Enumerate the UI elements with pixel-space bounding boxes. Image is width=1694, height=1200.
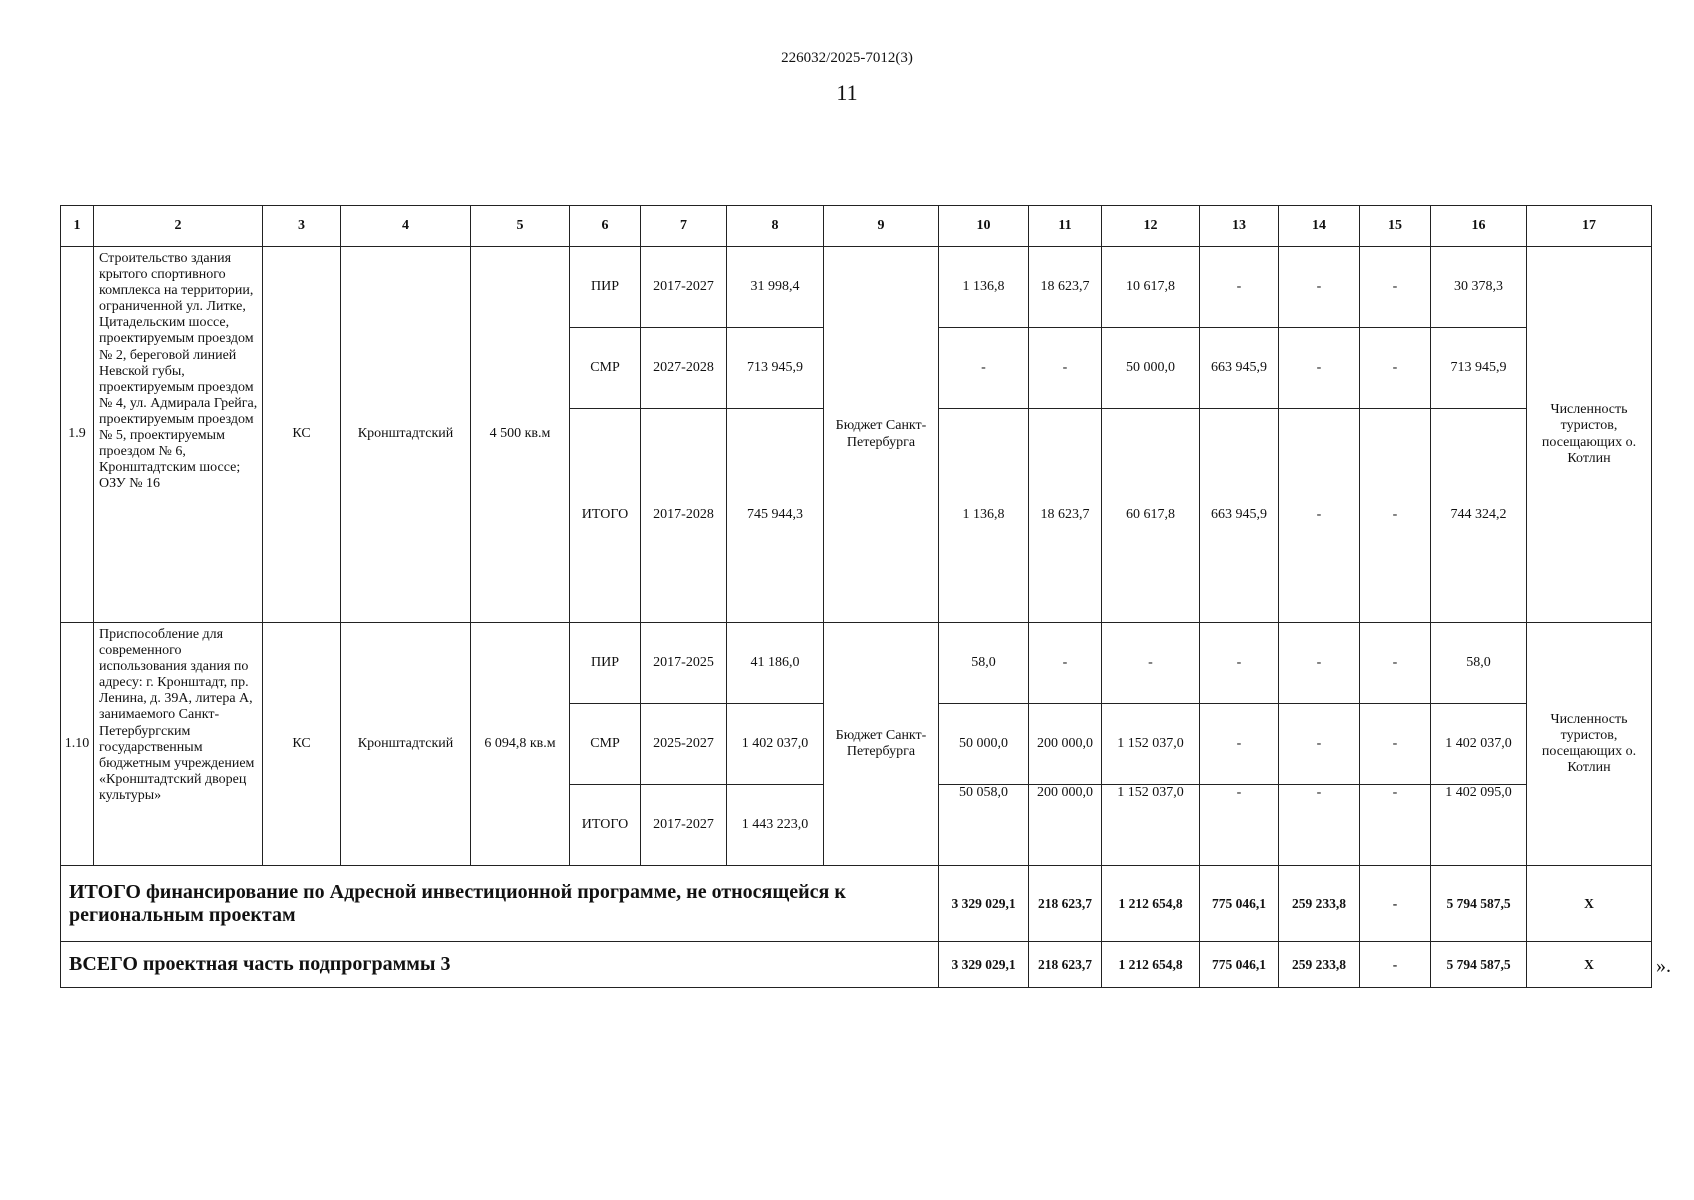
value-cell: - <box>1279 704 1360 785</box>
target-indicator: Численность туристов, посещающих о. Котлин <box>1527 247 1652 623</box>
stage-cost: 745 944,3 <box>727 409 824 623</box>
value-cell: 30 378,3 <box>1431 247 1527 328</box>
value-cell: 1 136,8 <box>939 409 1029 623</box>
value-cell: 18 623,7 <box>1029 409 1102 623</box>
funding-source: Бюджет Санкт-Петербурга <box>824 623 939 866</box>
table-row <box>61 623 1652 704</box>
project-number: 1.9 <box>61 247 94 623</box>
value-cell: 1 402 095,0 <box>1431 785 1527 866</box>
value-cell: - <box>1360 409 1431 623</box>
value-cell: - <box>1279 785 1360 866</box>
stage-label: ИТОГО <box>570 785 641 866</box>
value-cell: 50 000,0 <box>939 704 1029 785</box>
column-number: 9 <box>824 206 939 247</box>
value-cell: 744 324,2 <box>1431 409 1527 623</box>
total-value: Х <box>1527 866 1652 942</box>
total-value: - <box>1360 942 1431 988</box>
stage-period: 2017-2027 <box>641 247 727 328</box>
value-cell: - <box>1200 785 1279 866</box>
stage-cost: 713 945,9 <box>727 328 824 409</box>
column-number: 2 <box>94 206 263 247</box>
value-cell: 60 617,8 <box>1102 409 1200 623</box>
value-cell: - <box>1360 328 1431 409</box>
value-cell: - <box>1279 247 1360 328</box>
total-row <box>61 866 1652 942</box>
stage-label: ИТОГО <box>570 409 641 623</box>
total-value: 3 329 029,1 <box>939 942 1029 988</box>
value-cell: - <box>1029 328 1102 409</box>
total-value: 259 233,8 <box>1279 866 1360 942</box>
project-type: КС <box>263 247 341 623</box>
value-cell: 1 152 037,0 <box>1102 785 1200 866</box>
column-number: 4 <box>341 206 471 247</box>
value-cell: - <box>1279 328 1360 409</box>
total-value: 3 329 029,1 <box>939 866 1029 942</box>
value-cell: - <box>1279 623 1360 704</box>
total-value: 775 046,1 <box>1200 942 1279 988</box>
value-cell: - <box>1360 785 1431 866</box>
value-cell: 1 402 037,0 <box>1431 704 1527 785</box>
document-number: 226032/2025-7012(3) <box>781 50 913 66</box>
column-number: 16 <box>1431 206 1527 247</box>
column-number-row <box>61 206 1652 247</box>
value-cell: 663 945,9 <box>1200 409 1279 623</box>
stage-cost: 1 402 037,0 <box>727 704 824 785</box>
stage-cost: 1 443 223,0 <box>727 785 824 866</box>
closing-quote: ». <box>1656 955 1671 977</box>
value-cell: 50 000,0 <box>1102 328 1200 409</box>
total-value: 5 794 587,5 <box>1431 942 1527 988</box>
funding-source: Бюджет Санкт-Петербурга <box>824 247 939 623</box>
column-number: 12 <box>1102 206 1200 247</box>
value-cell: 10 617,8 <box>1102 247 1200 328</box>
stage-label: ПИР <box>570 247 641 328</box>
value-cell: 18 623,7 <box>1029 247 1102 328</box>
column-number: 14 <box>1279 206 1360 247</box>
column-number: 5 <box>471 206 570 247</box>
project-number: 1.10 <box>61 623 94 866</box>
stage-label: ПИР <box>570 623 641 704</box>
column-number: 11 <box>1029 206 1102 247</box>
column-number: 17 <box>1527 206 1652 247</box>
stage-label: СМР <box>570 328 641 409</box>
value-cell: 1 136,8 <box>939 247 1029 328</box>
project-district: Кронштадтский <box>341 623 471 866</box>
project-capacity: 6 094,8 кв.м <box>471 623 570 866</box>
stage-cost: 41 186,0 <box>727 623 824 704</box>
value-cell: - <box>939 328 1029 409</box>
stage-period: 2017-2025 <box>641 623 727 704</box>
value-cell: 713 945,9 <box>1431 328 1527 409</box>
value-cell: 58,0 <box>939 623 1029 704</box>
total-label: ИТОГО финансирование по Адресной инвестиционной программе, не относящейся к региональным проектам <box>61 866 939 942</box>
project-district: Кронштадтский <box>341 247 471 623</box>
value-cell: - <box>1360 623 1431 704</box>
column-number: 15 <box>1360 206 1431 247</box>
stage-period: 2017-2028 <box>641 409 727 623</box>
table-row <box>61 247 1652 328</box>
total-value: 1 212 654,8 <box>1102 942 1200 988</box>
project-name: Строительство здания крытого спортивного комплекса на территории, ограниченной ул. Литке, Цитадельским шоссе, проектируемым проездом № 2, береговой линией Невской губы, проектируемым проездом № 4, ул. Адмирала Грейга, проектируемым проездом № 5, проектируемым проездом № 6, Кронштадтским шоссе; ОЗУ № 16 <box>94 247 263 623</box>
total-value: 5 794 587,5 <box>1431 866 1527 942</box>
column-number: 3 <box>263 206 341 247</box>
page-number: 11 <box>836 80 858 105</box>
total-value: 218 623,7 <box>1029 866 1102 942</box>
value-cell: - <box>1200 704 1279 785</box>
column-number: 6 <box>570 206 641 247</box>
value-cell: - <box>1360 247 1431 328</box>
value-cell: - <box>1029 623 1102 704</box>
value-cell: 200 000,0 <box>1029 704 1102 785</box>
project-capacity: 4 500 кв.м <box>471 247 570 623</box>
total-value: Х <box>1527 942 1652 988</box>
project-type: КС <box>263 623 341 866</box>
column-number: 8 <box>727 206 824 247</box>
value-cell: 200 000,0 <box>1029 785 1102 866</box>
total-value: 218 623,7 <box>1029 942 1102 988</box>
project-name: Приспособление для современного использования здания по адресу: г. Кронштадт, пр. Ленина, д. 39А, литера А, занимаемого Санкт-Петербургским государственным бюджетным учреждением «Кронштадтский дворец культуры» <box>94 623 263 866</box>
total-value: 1 212 654,8 <box>1102 866 1200 942</box>
total-value: 259 233,8 <box>1279 942 1360 988</box>
target-indicator: Численность туристов, посещающих о. Котлин <box>1527 623 1652 866</box>
value-cell: - <box>1279 409 1360 623</box>
column-number: 7 <box>641 206 727 247</box>
stage-period: 2017-2027 <box>641 785 727 866</box>
value-cell: - <box>1102 623 1200 704</box>
total-label: ВСЕГО проектная часть подпрограммы 3 <box>61 942 939 988</box>
stage-period: 2025-2027 <box>641 704 727 785</box>
total-row <box>61 942 1652 988</box>
stage-period: 2027-2028 <box>641 328 727 409</box>
total-value: 775 046,1 <box>1200 866 1279 942</box>
value-cell: - <box>1200 623 1279 704</box>
value-cell: 58,0 <box>1431 623 1527 704</box>
value-cell: 663 945,9 <box>1200 328 1279 409</box>
value-cell: - <box>1200 247 1279 328</box>
investment-program-table <box>60 205 1652 988</box>
value-cell: - <box>1360 704 1431 785</box>
stage-cost: 31 998,4 <box>727 247 824 328</box>
column-number: 13 <box>1200 206 1279 247</box>
value-cell: 1 152 037,0 <box>1102 704 1200 785</box>
value-cell: 50 058,0 <box>939 785 1029 866</box>
total-value: - <box>1360 866 1431 942</box>
column-number: 1 <box>61 206 94 247</box>
stage-label: СМР <box>570 704 641 785</box>
column-number: 10 <box>939 206 1029 247</box>
